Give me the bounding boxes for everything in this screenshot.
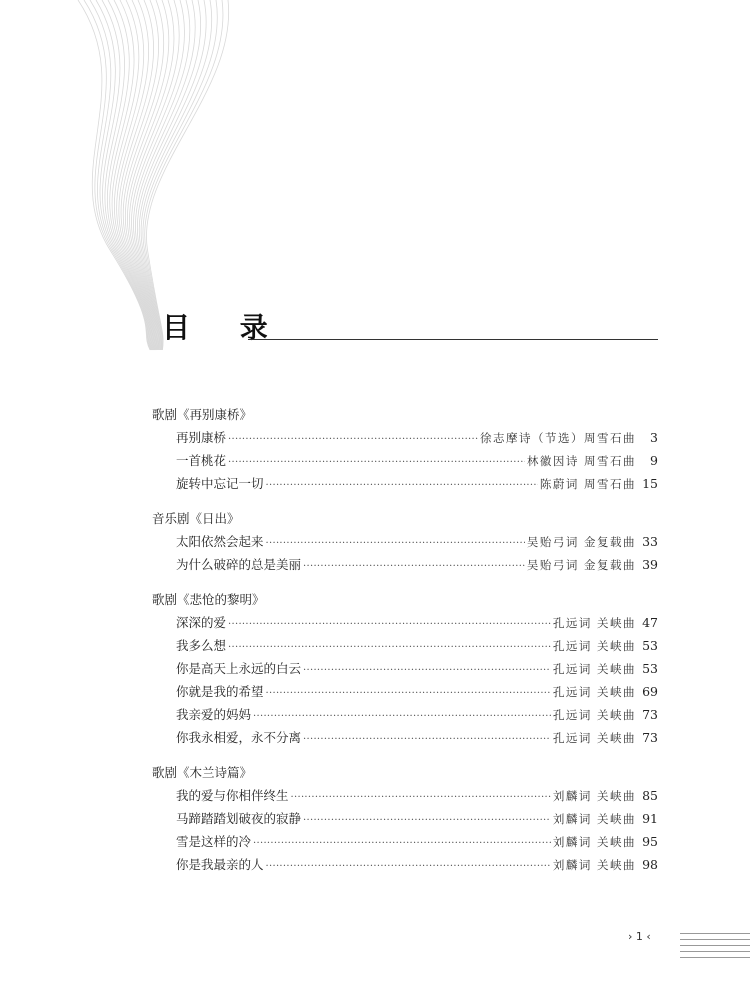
entry-credit: 刘麟词 关峡曲: [552, 858, 636, 872]
entry-credit: 孔远词 关峡曲: [552, 616, 636, 630]
dot-leader: [228, 428, 478, 451]
toc-entry[interactable]: [176, 830, 658, 853]
entry-page-number: 91: [642, 811, 658, 826]
entry-credit: 吴贻弓词 金复载曲: [526, 558, 636, 572]
entry-page-number: 47: [642, 615, 658, 630]
page-number: [628, 930, 651, 943]
dot-leader: [228, 636, 551, 659]
toc-entry[interactable]: [176, 472, 658, 495]
dot-leader: [266, 474, 538, 497]
dot-leader: [303, 809, 551, 832]
entry-page-number: 39: [642, 557, 658, 572]
toc-entry[interactable]: [176, 530, 658, 553]
toc-entry[interactable]: [176, 807, 658, 830]
section-title: 音乐剧《日出》: [152, 511, 240, 526]
page-title: 目 录: [162, 311, 288, 344]
toc-entry[interactable]: [176, 853, 658, 876]
toc-entry[interactable]: [176, 634, 658, 657]
dot-leader: [266, 532, 525, 555]
entry-page-number: 73: [642, 707, 658, 722]
right-chevron-icon: ‹: [646, 930, 651, 943]
entry-title: 太阳依然会起来: [176, 534, 264, 549]
entry-credit: 孔远词 关峡曲: [552, 685, 636, 699]
toc-entry[interactable]: [176, 726, 658, 749]
entry-title: 再别康桥: [176, 430, 227, 445]
entry-page-number: 3: [650, 430, 658, 445]
entry-credit: 林徽因诗 周雪石曲: [526, 454, 636, 468]
toc-entry[interactable]: [176, 449, 658, 472]
entry-page-number: 33: [642, 534, 658, 549]
toc-entry[interactable]: [176, 680, 658, 703]
entry-title: 雪是这样的冷: [176, 834, 252, 849]
dot-leader: [253, 705, 551, 728]
entry-credit: 孔远词 关峡曲: [552, 662, 636, 676]
entry-credit: 孔远词 关峡曲: [552, 731, 636, 745]
page-number-value: 1: [635, 930, 643, 943]
entry-title: 为什么破碎的总是美丽: [176, 557, 302, 572]
dot-leader: [303, 555, 525, 578]
entry-title: 旋转中忘记一切: [176, 476, 264, 491]
entry-page-number: 95: [642, 834, 658, 849]
entry-page-number: 53: [642, 661, 658, 676]
entry-title: 我亲爱的妈妈: [176, 707, 252, 722]
entry-page-number: 9: [650, 453, 658, 468]
toc-section: [152, 404, 658, 495]
entry-title: 你是高天上永远的白云: [176, 661, 302, 676]
entry-title: 我的爱与你相伴终生: [176, 788, 289, 803]
footer-lines: [680, 933, 750, 963]
entry-credit: 刘麟词 关峡曲: [552, 812, 636, 826]
entry-title: 你就是我的希望: [176, 684, 264, 699]
dot-leader: [303, 659, 551, 682]
dot-leader: [303, 728, 551, 751]
entry-page-number: 73: [642, 730, 658, 745]
entry-page-number: 53: [642, 638, 658, 653]
dot-leader: [253, 832, 551, 855]
entry-title: 你我永相爱，永不分离: [176, 730, 302, 745]
entry-credit: 吴贻弓词 金复载曲: [526, 535, 636, 549]
toc-entry[interactable]: [176, 611, 658, 634]
entry-title: 马蹄踏踏划破夜的寂静: [176, 811, 302, 826]
entry-page-number: 98: [642, 857, 658, 872]
dot-leader: [266, 855, 551, 878]
entry-credit: 徐志摩诗（节选）周雪石曲: [480, 431, 636, 445]
toc-entry[interactable]: [176, 657, 658, 680]
entry-credit: 孔远词 关峡曲: [552, 639, 636, 653]
entry-credit: 陈蔚词 周雪石曲: [539, 477, 636, 491]
left-chevron-icon: ›: [628, 930, 633, 943]
toc-entry[interactable]: [176, 426, 658, 449]
entry-page-number: 69: [642, 684, 658, 699]
toc-entry[interactable]: [176, 784, 658, 807]
page-footer: [628, 930, 750, 970]
entry-credit: 刘麟词 关峡曲: [552, 789, 636, 803]
toc-section: [152, 589, 658, 749]
table-of-contents: [152, 404, 658, 889]
dot-leader: [266, 682, 551, 705]
toc-entry[interactable]: [176, 553, 658, 576]
dot-leader: [291, 786, 551, 809]
dot-leader: [228, 451, 525, 474]
entry-title: 深深的爱: [176, 615, 227, 630]
entry-credit: 刘麟词 关峡曲: [552, 835, 636, 849]
dot-leader: [228, 613, 551, 636]
entry-title: 我多么想: [176, 638, 227, 653]
entry-page-number: 15: [642, 476, 658, 491]
toc-heading: [162, 306, 658, 350]
section-title: 歌剧《木兰诗篇》: [152, 765, 253, 780]
toc-section: [152, 762, 658, 876]
toc-entry[interactable]: [176, 703, 658, 726]
section-title: 歌剧《再别康桥》: [152, 407, 253, 422]
entry-title: 一首桃花: [176, 453, 227, 468]
title-underline: [248, 339, 658, 340]
entry-credit: 孔远词 关峡曲: [552, 708, 636, 722]
entry-title: 你是我最亲的人: [176, 857, 264, 872]
toc-section: [152, 508, 658, 576]
section-title: 歌剧《悲怆的黎明》: [152, 592, 265, 607]
entry-page-number: 85: [642, 788, 658, 803]
